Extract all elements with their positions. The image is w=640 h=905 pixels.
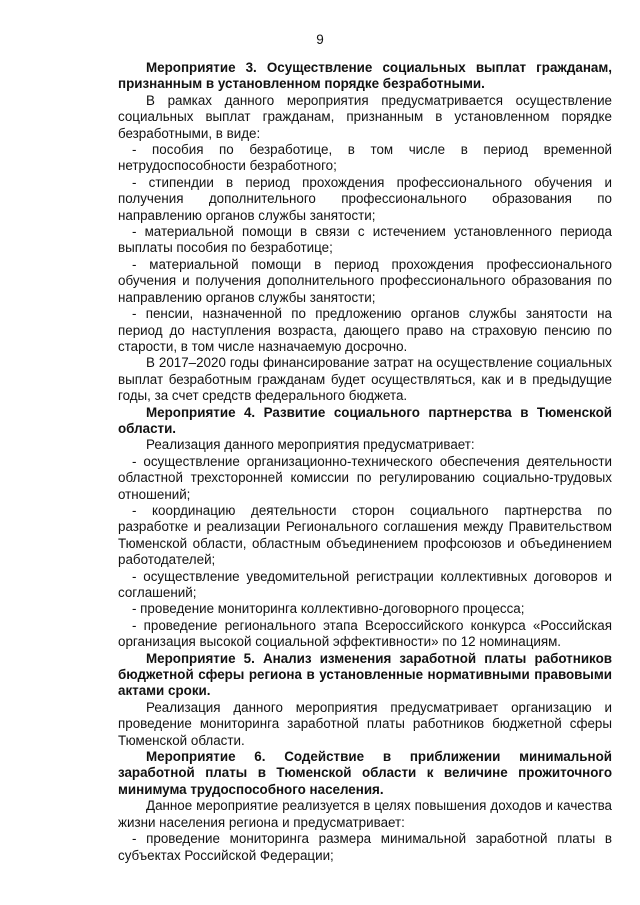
paragraph: Реализация данного мероприятия предусматривает организацию и проведение мониторинга заработной платы работников бюджетной сферы Тюменской области. <box>118 699 612 748</box>
paragraph: Реализация данного мероприятия предусматривает: <box>146 437 475 453</box>
list-item: - пособия по безработице, в том числе в период временной нетрудоспособности безработного; <box>118 142 612 174</box>
list-item: - материальной помощи в связи с истечением установленного периода выплаты пособия по безработице; <box>118 224 612 256</box>
paragraph: Данное мероприятие реализуется в целях повышения доходов и качества жизни населения региона и предусматривает: <box>118 798 612 830</box>
paragraph: В рамках данного мероприятия предусматривается осуществление социальных выплат гражданам, признанным в установленном порядке безработными, в виде: <box>118 92 612 141</box>
list-item: - проведение регионального этапа Всероссийского конкурса «Российская организация высокой социальной эффективности» по 12 номинациям. <box>118 617 612 650</box>
list-item: - проведение мониторинга коллективно-договорного процесса; <box>132 601 525 617</box>
list-item: - проведение мониторинга размера минимальной заработной платы в субъектах Российской Федерации; <box>118 831 612 863</box>
section-heading: Мероприятие 5. Анализ изменения заработной платы работников бюджетной сферы региона в установленные нормативными правовыми актами сроки. <box>118 650 612 699</box>
list-item: - осуществление организационно-технического обеспечения деятельности областной трехсторонней комиссии по регулированию социально-трудовых отношений; <box>118 453 612 502</box>
list-item: - материальной помощи в период прохождения профессионального обучения и получения дополнительного профессионального образования по направлению органов службы занятости; <box>118 256 612 305</box>
page-number: 9 <box>316 32 324 47</box>
list-item: - стипендии в период прохождения профессионального обучения и получения дополнительного профессионального образования по направлению органов службы занятости; <box>118 174 612 223</box>
list-item: - осуществление уведомительной регистрации коллективных договоров и соглашений; <box>118 568 612 600</box>
list-item: - координацию деятельности сторон социального партнерства по разработке и реализации Регионального соглашения между Правительством Тюменской области, областным объединением профсоюзов и объединением работодателей; <box>118 502 612 568</box>
section-heading: Мероприятие 3. Осуществление социальных выплат гражданам, признанным в установленном порядке безработными. <box>118 60 612 92</box>
section-heading: Мероприятие 4. Развитие социального партнерства в Тюменской области. <box>118 404 612 436</box>
paragraph: В 2017–2020 годы финансирование затрат на осуществление социальных выплат безработным гражданам будет осуществляться, как и в предыдущие годы, за счет средств федерального бюджета. <box>118 355 612 404</box>
section-heading: Мероприятие 6. Содействие в приближении минимальной заработной платы в Тюменской области к величине прожиточного минимума трудоспособного населения. <box>118 749 612 797</box>
list-item: - пенсии, назначенной по предложению органов службы занятости на период до наступления возраста, дающего право на страховую пенсию по старости, в том числе назначаемую досрочно. <box>118 306 612 354</box>
document-body <box>118 60 612 864</box>
